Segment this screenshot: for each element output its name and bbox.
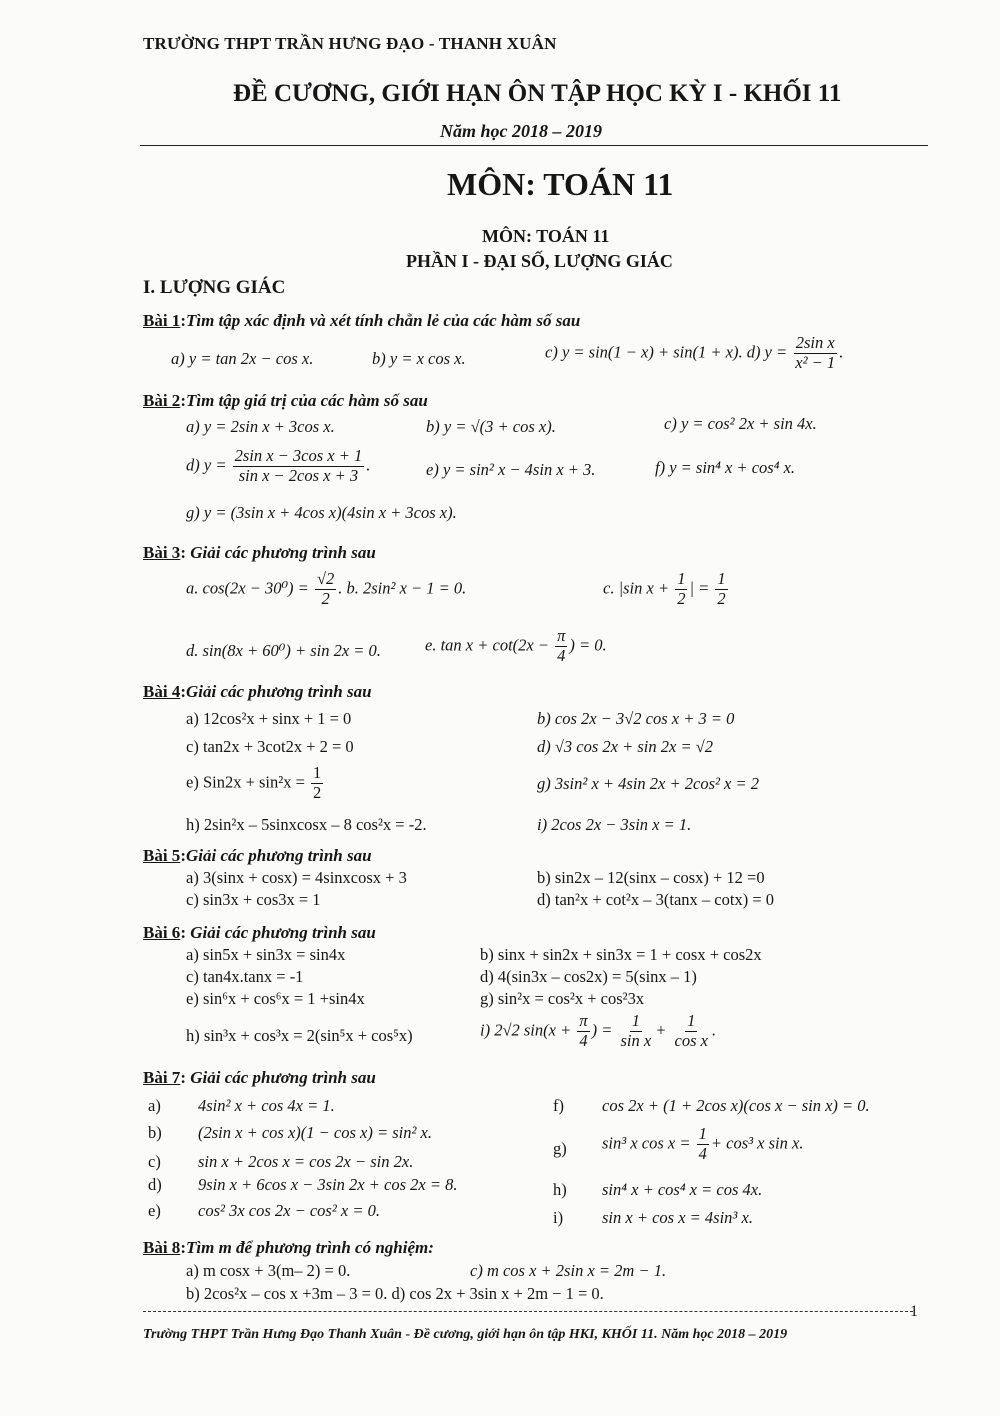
exercise-4-d: d) √3 cos 2x + sin 2x = √2 xyxy=(537,737,714,756)
document-title: ĐỀ CƯƠNG, GIỚI HẠN ÔN TẬP HỌC KỲ I - KHỐI 11 xyxy=(233,80,842,107)
exercise-1-c-text: c) y = sin(1 − x) + sin(1 + x). d) y = xyxy=(545,342,788,362)
exercise-2-heading: Bài 2:Tìm tập giá trị của các hàm số sau xyxy=(143,391,428,410)
exercise-7-b-label: b) xyxy=(148,1123,162,1142)
exercise-6-i xyxy=(480,1012,716,1051)
exercise-2-d xyxy=(186,447,370,486)
exercise-5-heading: Bài 5:Giải các phương trình sau xyxy=(143,846,372,865)
exercise-7-b: (2sin x + cos x)(1 − cos x) = sin² x. xyxy=(198,1123,432,1142)
exercise-6-i-middle: ) = xyxy=(591,1020,613,1040)
subject-subheading: MÔN: TOÁN 11 xyxy=(482,226,610,246)
exercise-7-g-numerator: 1 xyxy=(698,1124,707,1143)
exercise-2-a: a) y = 2sin x + 3cos x. xyxy=(186,417,335,436)
exercise-1-d-denominator: x² − 1 xyxy=(795,352,836,372)
exercise-3-a-b xyxy=(186,570,466,609)
subject-heading: MÔN: TOÁN 11 xyxy=(447,166,674,202)
exercise-6-e: e) sin⁶x + cos⁶x = 1 +sin4x xyxy=(186,989,365,1008)
exercise-3-heading: Bài 3: Giải các phương trình sau xyxy=(143,543,376,562)
exercise-3-number: Bài 3 xyxy=(143,543,181,562)
exercise-1-d-fraction xyxy=(793,334,837,373)
exercise-7-number: Bài 7 xyxy=(143,1068,181,1087)
exercise-4-h: h) 2sin²x – 5sinxcosx – 8 cos²x = -2. xyxy=(186,815,427,834)
exercise-7-heading: Bài 7: Giải các phương trình sau xyxy=(143,1068,376,1087)
exercise-7-g-label: g) xyxy=(553,1139,567,1158)
exercise-3-e-numerator: π xyxy=(557,626,566,645)
exercise-6-i-numerator-2: 1 xyxy=(631,1011,640,1030)
exercise-2-f: f) y = sin⁴ x + cos⁴ x. xyxy=(655,458,796,477)
exercise-4-e-fraction xyxy=(311,764,323,803)
exercise-4-instruction: Giải các phương trình sau xyxy=(185,682,372,701)
exercise-3-c-fraction-1 xyxy=(675,570,687,609)
exercise-6-h: h) sin³x + cos³x = 2(sin⁵x + cos⁵x) xyxy=(186,1026,413,1045)
exercise-4-i: i) 2cos 2x − 3sin x = 1. xyxy=(537,815,692,834)
exercise-7-e-label: e) xyxy=(148,1201,161,1220)
header-rule xyxy=(140,145,928,146)
exercise-2-d-denominator: sin x − 2cos x + 3 xyxy=(238,465,359,485)
exercise-3-c-prefix: c. |sin x + xyxy=(603,578,670,598)
exercise-7-i: sin x + cos x = 4sin³ x. xyxy=(602,1208,753,1227)
exercise-7-e: cos² 3x cos 2x − cos² x = 0. xyxy=(198,1201,380,1220)
exercise-2-c: c) y = cos² 2x + sin 4x. xyxy=(664,414,817,433)
exercise-1-c-d xyxy=(545,334,843,373)
exercise-7-h-label: h) xyxy=(553,1180,567,1199)
exercise-8-c: c) m cos x + 2sin x = 2m − 1. xyxy=(470,1261,667,1280)
exercise-4-e-prefix: e) Sin2x + sin²x = xyxy=(186,772,305,792)
exercise-6-i-plus: + xyxy=(655,1020,667,1040)
exercise-3-c-denominator-2: 2 xyxy=(717,588,726,608)
exercise-7-a: 4sin² x + cos 4x = 1. xyxy=(198,1096,335,1115)
exercise-6-i-fraction-3 xyxy=(673,1012,710,1051)
exercise-7-g xyxy=(602,1125,803,1164)
exercise-2-d-fraction xyxy=(233,447,365,486)
exercise-6-i-fraction-2 xyxy=(619,1012,654,1051)
exercise-4-c: c) tan2x + 3cot2x + 2 = 0 xyxy=(186,737,354,756)
section-heading: I. LƯỢNG GIÁC xyxy=(143,277,286,298)
exercise-7-i-label: i) xyxy=(553,1208,564,1227)
exercise-7-a-label: a) xyxy=(148,1096,161,1115)
exercise-7-d: 9sin x + 6cos x − 3sin 2x + cos 2x = 8. xyxy=(198,1175,458,1194)
exercise-4-heading: Bài 4:Giải các phương trình sau xyxy=(143,682,372,701)
exercise-7-f-label: f) xyxy=(553,1096,564,1115)
exercise-6-g: g) sin²x = cos²x + cos²3x xyxy=(480,989,645,1008)
exercise-2-d-numerator: 2sin x − 3cos x + 1 xyxy=(234,446,363,465)
exercise-6-i-denominator-2: sin x xyxy=(620,1030,652,1050)
exercise-3-c-denominator-1: 2 xyxy=(677,588,686,608)
part-heading: PHẦN I - ĐẠI SỐ, LƯỢNG GIÁC xyxy=(406,251,673,271)
exercise-6-i-denominator-3: cos x xyxy=(674,1030,708,1050)
exercise-3-c xyxy=(603,570,730,609)
exercise-6-i-numerator-1: π xyxy=(579,1011,588,1030)
exercise-7-instruction: Giải các phương trình sau xyxy=(190,1068,376,1087)
exercise-3-e-denominator: 4 xyxy=(557,645,566,665)
exercise-3-d: d. sin(8x + 60⁰) + sin 2x = 0. xyxy=(186,641,381,660)
exercise-3-a-fraction xyxy=(315,570,336,609)
exercise-6-instruction: Giải các phương trình sau xyxy=(190,923,376,942)
exercise-5-c: c) sin3x + cos3x = 1 xyxy=(186,890,321,909)
exercise-2-number: Bài 2 xyxy=(143,391,181,410)
exercise-3-c-fraction-2 xyxy=(715,570,727,609)
exercise-3-e xyxy=(425,627,607,666)
exercise-7-g-prefix: sin³ x cos x = xyxy=(602,1133,691,1153)
exercise-4-e xyxy=(186,764,325,803)
exercise-3-instruction: Giải các phương trình sau xyxy=(190,543,376,562)
exercise-6-i-fraction-1 xyxy=(577,1012,589,1051)
exercise-4-e-denominator: 2 xyxy=(313,782,322,802)
school-name: TRƯỜNG THPT TRẦN HƯNG ĐẠO - THANH XUÂN xyxy=(143,34,557,53)
exercise-1-instruction: Tìm tập xác định và xét tính chẵn lẻ của các hàm số sau xyxy=(185,311,581,330)
exercise-6-c: c) tan4x.tanx = -1 xyxy=(186,967,304,986)
exercise-6-i-numerator-3: 1 xyxy=(687,1011,696,1030)
exercise-8-number: Bài 8 xyxy=(143,1238,181,1257)
exercise-2-instruction: Tìm tập giá trị của các hàm số sau xyxy=(185,391,428,410)
exercise-5-a: a) 3(sinx + cosx) = 4sinxcosx + 3 xyxy=(186,868,407,887)
exercise-6-d: d) 4(sin3x – cos2x) = 5(sinx – 1) xyxy=(480,967,697,986)
exercise-1-heading: Bài 1:Tìm tập xác định và xét tính chẵn lẻ của các hàm số sau xyxy=(143,311,581,330)
exercise-7-d-label: d) xyxy=(148,1175,162,1194)
exercise-8-a: a) m cosx + 3(m– 2) = 0. xyxy=(186,1261,351,1280)
exercise-1-number: Bài 1 xyxy=(143,311,181,330)
exercise-3-c-numerator-1: 1 xyxy=(677,569,686,588)
exercise-3-e-fraction xyxy=(555,627,567,666)
exercise-7-g-end: + cos³ x sin x. xyxy=(710,1133,804,1153)
exercise-4-g: g) 3sin² x + 4sin 2x + 2cos² x = 2 xyxy=(537,774,760,793)
exercise-6-number: Bài 6 xyxy=(143,923,181,942)
page-footer: Trường THPT Trần Hưng Đạo Thanh Xuân - Đề cương, giới hạn ôn tập HKI, KHỐI 11. Năm học 2018 – 2019 xyxy=(143,1327,788,1342)
exercise-5-number: Bài 5 xyxy=(143,846,181,865)
exercise-3-e-prefix: e. tan x + cot(2x − xyxy=(425,635,549,655)
exercise-4-a: a) 12cos²x + sinx + 1 = 0 xyxy=(186,709,352,728)
exercise-1-a: a) y = tan 2x − cos x. xyxy=(171,349,314,368)
exercise-3-e-end: ) = 0. xyxy=(569,635,607,655)
exercise-3-a-b-text: . b. 2sin² x − 1 = 0. xyxy=(338,578,467,598)
exercise-1-d-numerator: 2sin x xyxy=(795,333,835,352)
exercise-6-a: a) sin5x + sin3x = sin4x xyxy=(186,945,346,964)
exercise-7-h: sin⁴ x + cos⁴ x = cos 4x. xyxy=(602,1180,763,1199)
exercise-6-i-denominator-1: 4 xyxy=(579,1030,588,1050)
exercise-4-e-numerator: 1 xyxy=(313,763,322,782)
exercise-7-g-denominator: 4 xyxy=(698,1143,707,1163)
exercise-3-a-denominator: 2 xyxy=(321,588,330,608)
exercise-6-i-prefix: i) 2√2 sin(x + xyxy=(480,1020,572,1040)
exercise-2-e: e) y = sin² x − 4sin x + 3. xyxy=(426,460,596,479)
exercise-3-c-middle: | = xyxy=(689,578,710,598)
exercise-6-i-end: . xyxy=(711,1020,717,1040)
exercise-2-b: b) y = √(3 + cos x). xyxy=(426,417,556,436)
exercise-3-c-numerator-2: 1 xyxy=(717,569,726,588)
exercise-2-d-prefix: d) y = xyxy=(186,455,227,475)
exercise-1-b: b) y = x cos x. xyxy=(372,349,466,368)
exercise-7-f: cos 2x + (1 + 2cos x)(cos x − sin x) = 0. xyxy=(602,1096,870,1115)
exercise-2-g: g) y = (3sin x + 4cos x)(4sin x + 3cos x). xyxy=(186,503,457,522)
exercise-7-c: sin x + 2cos x = cos 2x − sin 2x. xyxy=(198,1152,414,1171)
exercise-7-c-label: c) xyxy=(148,1152,161,1171)
exercise-3-a-numerator: √2 xyxy=(316,569,335,588)
exercise-2-d-end: . xyxy=(366,455,371,475)
exercise-5-d: d) tan²x + cot²x – 3(tanx – cotx) = 0 xyxy=(537,890,774,909)
exercise-8-instruction: Tìm m để phương trình có nghiệm: xyxy=(185,1238,434,1257)
exercise-7-g-fraction xyxy=(697,1125,709,1164)
exercise-8-b-d: b) 2cos²x – cos x +3m – 3 = 0. d) cos 2x + 3sin x + 2m − 1 = 0. xyxy=(186,1284,604,1303)
exercise-4-number: Bài 4 xyxy=(143,682,181,701)
page-number: 1 xyxy=(910,1303,918,1320)
exercise-6-heading: Bài 6: Giải các phương trình sau xyxy=(143,923,376,942)
school-year: Năm học 2018 – 2019 xyxy=(440,121,602,141)
exercise-5-instruction: Giải các phương trình sau xyxy=(185,846,372,865)
footer-divider xyxy=(143,1311,913,1312)
exercise-1-d-end: . xyxy=(839,342,844,362)
exercise-8-heading: Bài 8:Tìm m để phương trình có nghiệm: xyxy=(143,1238,434,1257)
exercise-5-b: b) sin2x – 12(sinx – cosx) + 12 =0 xyxy=(537,868,765,887)
exercise-4-b: b) cos 2x − 3√2 cos x + 3 = 0 xyxy=(537,709,735,728)
exercise-3-a-prefix: a. cos(2x − 30⁰) = xyxy=(186,578,309,598)
exercise-6-b: b) sinx + sin2x + sin3x = 1 + cosx + cos2x xyxy=(480,945,762,964)
